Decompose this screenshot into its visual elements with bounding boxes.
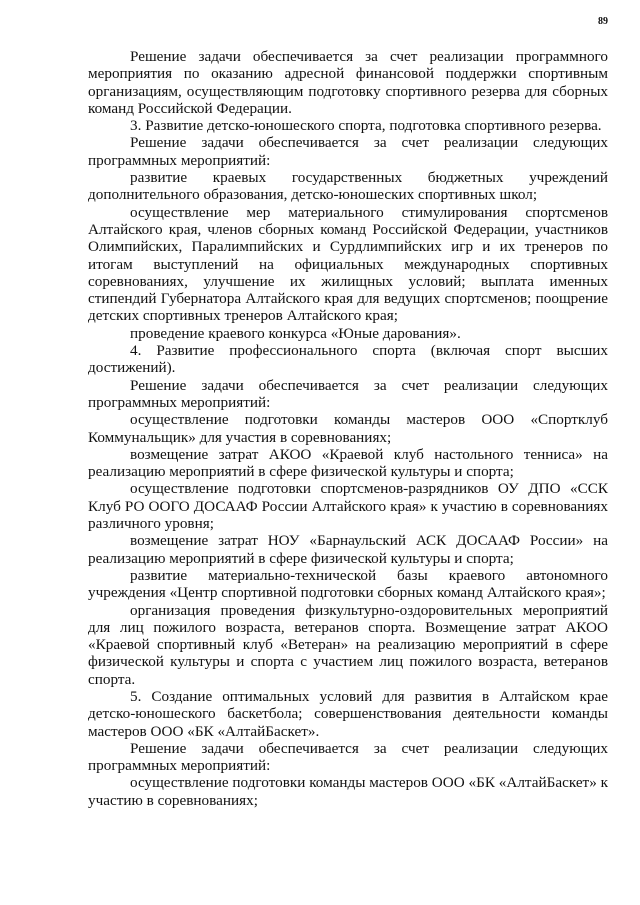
list-item-sportclub-kommunalshchik: осуществление подготовки команды мастеров ООО «Спортклуб Коммунальщик» для участия в соревнованиях; [88, 411, 608, 446]
list-item-veterans-events: организация проведения физкультурно-оздоровительных мероприятий для лиц пожилого возраста, ветеранов спорта. Возмещение затрат АКОО «Краевой спортивный клуб «Ветеран» на реализацию мероприятий в сфере физической культуры и спорта с участием лиц пожилого возраста, ветеранов спорта. [88, 601, 608, 688]
task-3-heading: 3. Развитие детско-юношеского спорта, подготовка спортивного резерва. [130, 117, 602, 135]
list-item-training-center: развитие материально-технической базы краевого автономного учреждения «Центр спортивной подготовки сборных команд Алтайского края»; [88, 566, 608, 602]
list-item-material-incentives: осуществление мер материального стимулирования спортсменов Алтайского края, членов сборных команд Российской Федерации, участников Олимпийских, Паралимпийских и Сурдлимпийских игр и их тренеров по итогам выступлений на официальных международных спортивных соревнованиях, улучшение их жилищных условий; выплата именных стипендий Губернатора Алтайского края для ведущих спортсменов; поощрение детских спортивных тренеров Алтайского края; [88, 203, 608, 325]
page-number: 89 [598, 16, 608, 27]
paragraph-task-3-intro: Решение задачи обеспечивается за счет реализации следующих программных мероприятий: [88, 134, 608, 169]
list-item-dosaaf-club: осуществление подготовки спортсменов-разрядников ОУ ДПО «ССК Клуб РО ООГО ДОСААФ России Алтайского края» к участию в соревнованиях различного уровня; [88, 480, 608, 533]
list-item-budget-institutions: развитие краевых государственных бюджетных учреждений дополнительного образования, детско-юношеских спортивных школ; [88, 169, 608, 204]
document-body [88, 48, 608, 809]
paragraph-funding-support: Решение задачи обеспечивается за счет реализации программного мероприятия по оказанию адресной финансовой поддержки спортивным организациям, осуществляющим подготовку спортивного резерва для сборных команд Российской Федерации. [88, 48, 608, 117]
task-4-heading: 4. Развитие профессионального спорта (включая спорт высших достижений). [88, 342, 608, 377]
list-item-young-talents-contest: проведение краевого конкурса «Юные дарования». [130, 324, 461, 342]
list-item-table-tennis-club: возмещение затрат АКОО «Краевой клуб настольного тенниса» на реализацию мероприятий в сфере физической культуры и спорта; [88, 445, 608, 481]
paragraph-task-4-intro: Решение задачи обеспечивается за счет реализации следующих программных мероприятий: [88, 376, 608, 411]
paragraph-task-5-intro: Решение задачи обеспечивается за счет реализации следующих программных мероприятий: [88, 739, 608, 775]
task-5-heading: 5. Создание оптимальных условий для развития в Алтайском крае детско-юношеского баскетбола; совершенствования деятельности команды мастеров ООО «БК «АлтайБаскет». [88, 687, 608, 740]
list-item-barnaul-ask: возмещение затрат НОУ «Барнаульский АСК ДОСААФ России» на реализацию мероприятий в сфере физической культуры и спорта; [88, 532, 608, 567]
list-item-altaibasket: осуществление подготовки команды мастеров ООО «БК «АлтайБаскет» к участию в соревнованиях; [88, 774, 608, 809]
